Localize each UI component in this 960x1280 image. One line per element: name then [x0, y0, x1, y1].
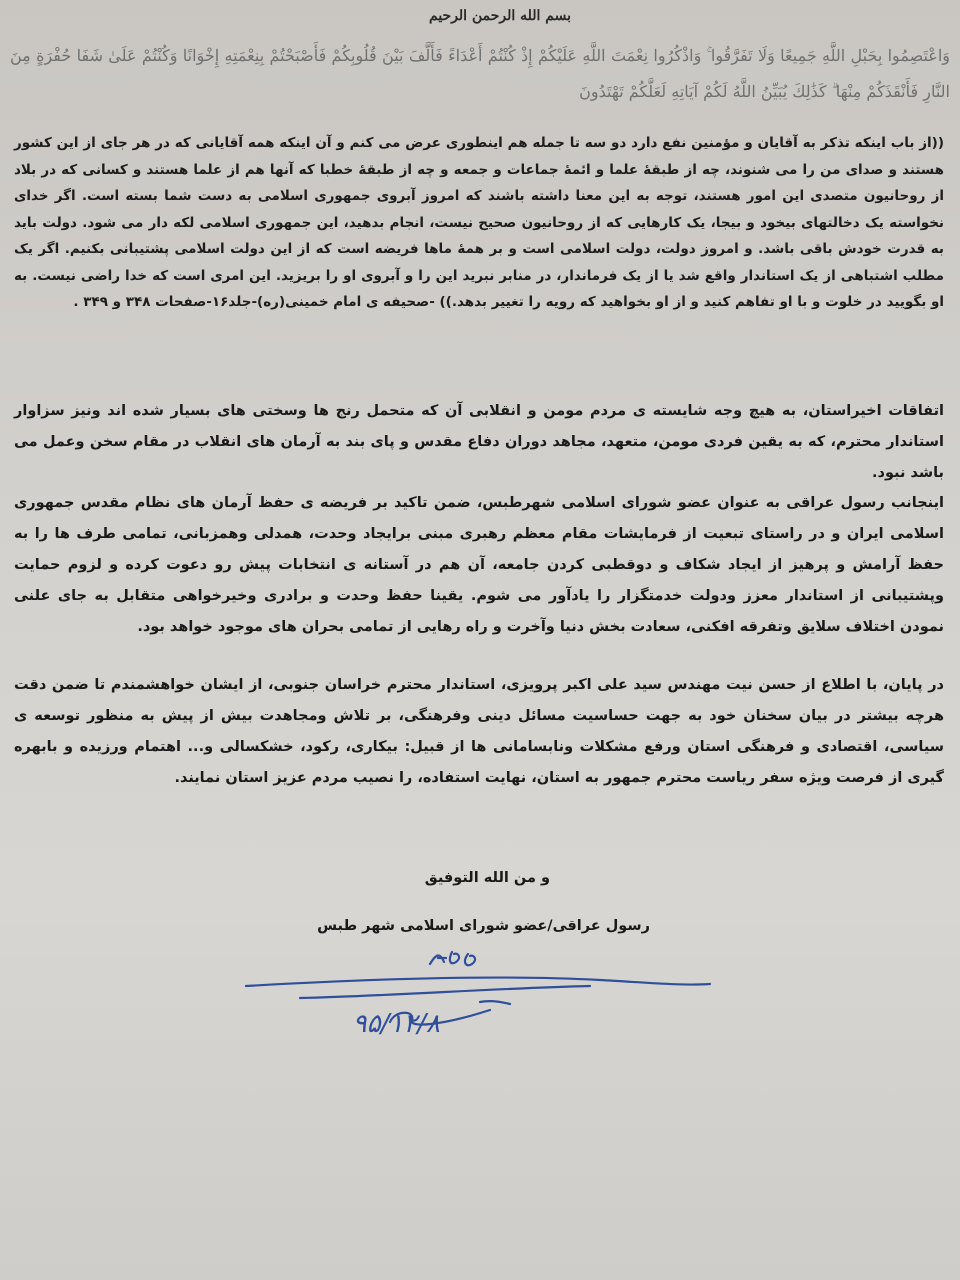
quran-verse: وَاعْتَصِمُوا بِحَبْلِ اللَّهِ جَمِيعًا وَلَا تَفَرَّقُوا ۚ وَاذْكُرُوا نِعْمَتَ اللَّهِ عَلَيْكُمْ إِذْ كُنْتُمْ أَعْدَاءً فَأَلَّفَ بَيْنَ قُلُوبِكُمْ فَأَصْبَحْتُمْ بِنِعْمَتِهِ إِخْوَانًا وَكُنْتُمْ عَلَىٰ شَفَا حُفْرَةٍ مِنَ النَّارِ فَأَنْقَذَكُمْ مِنْهَا ۗ كَذَٰلِكَ يُبَيِّنُ اللَّهُ لَكُمْ آيَاتِهِ لَعَلَّكُمْ تَهْتَدُونَ [10, 46, 950, 101]
body-paragraph-3: در پایان، با اطلاع از حسن نیت مهندس سید علی اکبر پرویزی، استاندار محترم خراسان جنوبی، از ایشان خواهشمندم تا ضمن دقت هرچه بیشتر در بیان سخنان خود به جهت حساسیت مسائل دینی وفرهنگی، بر تلاش ومجاهدت بیش از پیش به منظور توسعه ی سیاسی، اقتصادی و فرهنگی استان ورفع مشکلات ونابسامانی ها از قبیل: بیکاری، رکود، خشکسالی و... اهتمام ورزیده و بابهره گیری از فرصت ویژه سفر ریاست محترم جمهور به استان، نهایت استفاده، را نصیب مردم عزیز استان نمایند. [14, 677, 944, 786]
imam-khomeini-quote: ((از باب اینکه تذکر به آقایان و مؤمنین نفع دارد دو سه تا جمله هم اینطوری عرض می کنم و آن اینکه همه آقایانی که در هر جای از این کشور هستند و صدای من را می شنوند، چه از طبقۀ علما و ائمۀ جماعات و جمعه و چه از طبقۀ خطبا که آنها هم از علما هستند و کسانی که در بلاد از روحانیون متصدی این امور هستند، توجه به این معنا داشته باشند که امروز آبروی جمهوری اسلامی به دست شما بسته است. اگر خدای نخواسته یک دخالتهای بیخود و بیجا، یک کارهایی که از روحانیون صحیح نیست، انجام بدهید، این جمهوری اسلامی لکه دار می شود. دولت باید به قدرت خودش باقی باشد. و امروز دولت، دولت اسلامی است و بر همۀ ماها فریضه است که از این دولت اسلامی پشتیبانی بکنیم. اگر یک مطلب اشتباهی از یک استاندار واقع شد یا از یک فرماندار، در منابر نبرید این را و آبروی او را بریزید. این امری است که خدا راضی نیست. به او بگویید در خلوت و با او تفاهم کنید و از او بخواهید که رویه را تغییر بدهد.)) -صحیفه ی امام خمینی(ره)-جلد۱۶-صفحات ۳۴۸ و ۳۴۹ . [14, 135, 944, 310]
handwritten-signature [240, 940, 720, 1040]
signature-date: ۹۵/۱۲/۸ [352, 1009, 440, 1039]
bismillah-heading: بسم الله الرحمن الرحیم [429, 8, 571, 24]
body-paragraph-1: اتفاقات اخیراستان، به هیچ وجه شایسته ی مردم مومن و انقلابی آن که متحمل رنج ها وسختی های بسیار شده اند ونیز سزاوار استاندار محترم، که به یقین فردی مومن، متعهد، مجاهد دوران دفاع مقدس و پای بند به آرمان های انقلاب در مقام سخن وعمل می باشد نبود. [14, 403, 944, 481]
body-paragraph-2: اینجانب رسول عراقی به عنوان عضو شورای اسلامی شهرطبس، ضمن تاکید بر فریضه ی حفظ آرمان های نظام مقدس جمهوری اسلامی ایران و در راستای تبعیت از فرمایشات مقام معظم رهبری مبنی برایجاد وحدت، همدلی وهمزبانی، تمامی طرف ها را به حفظ آرامش و پرهیز از ایجاد شکاف و دوقطبی کردن جامعه، آن هم در آستانه ی انتخابات پیش رو دعوت کرده و لزوم حمایت وپشتیبانی از استاندار معزز ودولت خدمتگزار را یادآور می شوم. یقینا حفظ وحدت و برادری وخیرخواهی متقابل به جای علنی نمودن اختلاف سلایق وتفرقه افکنی، سعادت بخش دنیا وآخرت و راه رهایی از تمامی بحران های موجود خواهد بود. [14, 495, 944, 635]
closing-phrase: و من الله التوفیق [424, 870, 550, 886]
signatory-line: رسول عراقی/عضو شورای اسلامی شهر طبس [317, 918, 650, 934]
